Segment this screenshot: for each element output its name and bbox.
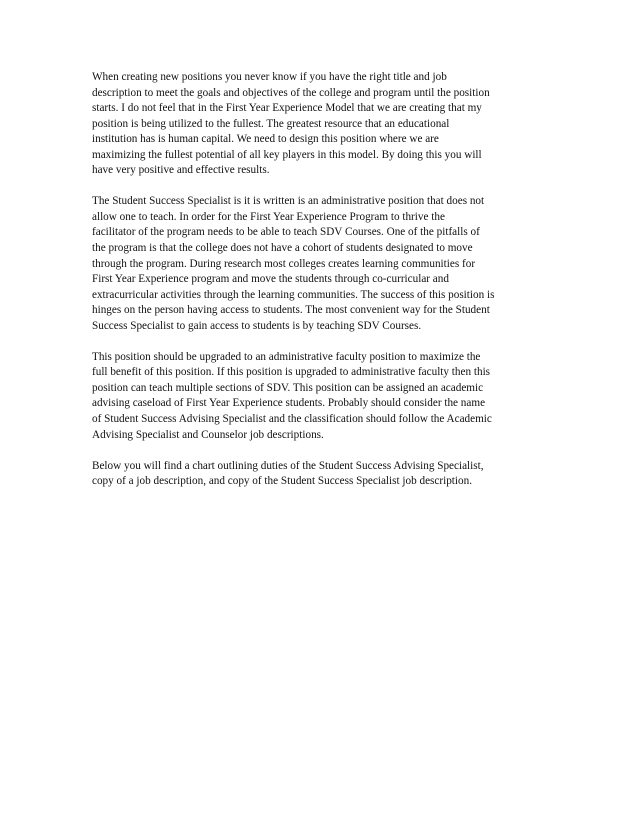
text-line: position is being utilized to the fullest. The greatest resource that an educational: [92, 117, 450, 130]
text-line: description to meet the goals and objectives of the college and program until the position: [92, 86, 490, 99]
paragraph-upgrade-recommendation: [92, 350, 548, 443]
paragraph-intro: [92, 70, 548, 179]
text-line: Advising Specialist and Counselor job descriptions.: [92, 428, 324, 441]
text-line: allow one to teach. In order for the First Year Experience Program to thrive the: [92, 210, 445, 223]
text-line: extracurricular activities through the learning communities. The success of this position is: [92, 288, 495, 301]
text-line: have very positive and effective results.: [92, 164, 270, 177]
text-line: copy of a job description, and copy of the Student Success Specialist job description.: [92, 475, 472, 488]
text-line: the program is that the college does not have a cohort of students designated to move: [92, 242, 473, 255]
text-line: First Year Experience program and move the students through co-curricular and: [92, 273, 449, 286]
text-line: of Student Success Advising Specialist and the classification should follow the Academic: [92, 413, 492, 426]
text-line: Success Specialist to gain access to students is by teaching SDV Courses.: [92, 319, 422, 332]
text-line: This position should be upgraded to an administrative faculty position to maximize the: [92, 350, 481, 363]
text-line: through the program. During research most colleges creates learning communities for: [92, 257, 476, 270]
text-line: advising caseload of First Year Experience students. Probably should consider the name: [92, 397, 486, 410]
paragraph-specialist-role: [92, 194, 548, 334]
text-line: maximizing the fullest potential of all key players in this model. By doing this you will: [92, 148, 482, 161]
text-line: position can teach multiple sections of SDV. This position can be assigned an academic: [92, 381, 484, 394]
text-line: starts. I do not feel that in the First Year Experience Model that we are creating that my: [92, 102, 482, 115]
text-line: facilitator of the program needs to be able to teach SDV Courses. One of the pitfalls of: [92, 226, 480, 239]
text-line: full benefit of this position. If this position is upgraded to administrative faculty then this: [92, 366, 491, 379]
paragraph-attachments-note: [92, 459, 548, 490]
text-line: When creating new positions you never know if you have the right title and job: [92, 71, 447, 83]
text-line: The Student Success Specialist is it is written is an administrative position that does not: [92, 195, 485, 208]
text-line: Below you will find a chart outlining duties of the Student Success Advising Specialist,: [92, 459, 484, 472]
document-body: [92, 70, 548, 505]
text-line: hinges on the person having access to students. The most convenient way for the Student: [92, 304, 490, 317]
text-line: institution has is human capital. We need to design this position where we are: [92, 133, 439, 146]
